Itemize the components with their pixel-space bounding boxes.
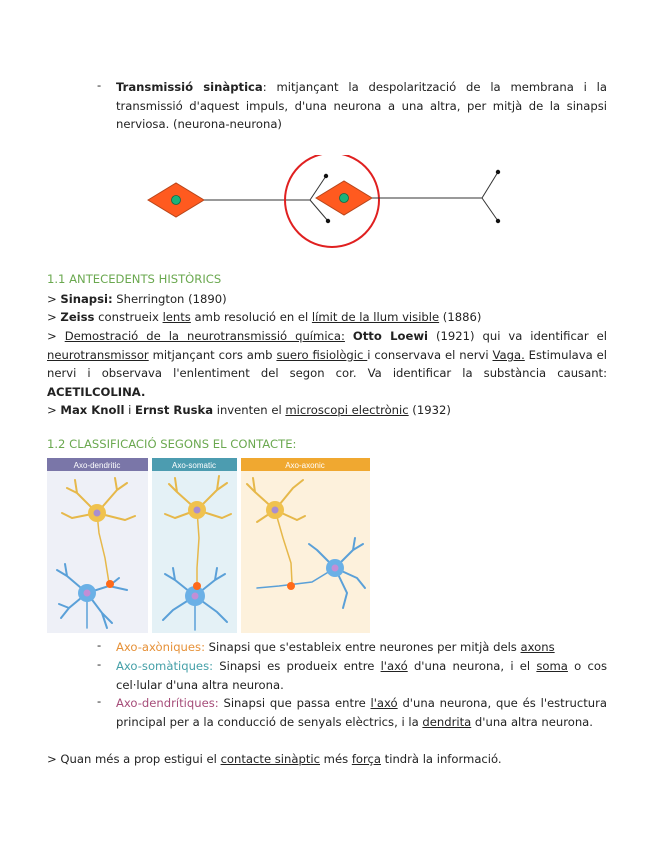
antecedent-line-3: > Demostració de la neurotransmissió química: Otto Loewi (1921) qui va identificar el neurotransmissor mitjançant cors amb suero fisiològic i conservava el nervi Vaga. Estimulava el nervi i observava l'enlentiment del segon cor. Va identificar la substància causant: ACETILCOLINA. — [47, 329, 607, 399]
label-axo-dendritic: Axo-dendritic — [73, 461, 121, 470]
panel-axo-dendritic — [47, 458, 148, 633]
antecedent-line-2: > Zeiss construeix lents amb resolució en el límit de la llum visible (1886) — [47, 310, 482, 324]
neuron-synapse-diagram — [140, 155, 520, 275]
antecedent-line-4: > Max Knoll i Ernst Ruska inventen el microscopi electrònic (1932) — [47, 403, 451, 417]
bullet-dash: - — [97, 694, 102, 708]
panel-axo-somatic — [152, 458, 237, 633]
section-heading-classificacio: 1.2 CLASSIFICACIÓ SEGONS EL CONTACTE: — [47, 437, 297, 451]
bullet-axo-dendritiques: Axo-dendrítiques: Sinapsi que passa entre l'axó d'una neurona, que és l'estructura principal per a la conducció de senyals elèctrics, i la dendrita d'una altra neurona. — [116, 696, 607, 729]
antecedent-line-1: > Sinapsi: Sherrington (1890) — [47, 292, 227, 306]
panel-axo-axonic — [241, 458, 370, 633]
closing-statement: > Quan més a prop estigui el contacte sinàptic més força tindrà la informació. — [47, 752, 502, 766]
bullet-axo-axoniques: Axo-axòniques: Sinapsi que s'estableix entre neurones per mitjà dels axons — [116, 640, 555, 654]
bullet-dash: - — [97, 638, 102, 652]
label-axo-axonic: Axo-axonic — [285, 461, 325, 470]
synapse-types-figure — [47, 458, 370, 633]
label-axo-somatic: Axo-somatic — [171, 461, 217, 470]
transmission-term: Transmissió sinàptica — [116, 80, 263, 94]
transmission-bullet — [116, 78, 607, 134]
transmission-text: : mitjançant la despolarització de la membrana i la transmissió d'aquest impuls, d'una neurona a una altra, per mitjà de la sinapsi nerviosa. (neurona-neurona) — [116, 80, 608, 132]
section-heading-antecedents: 1.1 ANTECEDENTS HISTÒRICS — [47, 272, 222, 286]
bullet-axo-somatiques: Axo-somàtiques: Sinapsi es produeix entre l'axó d'una neurona, i el soma o cos cel·lular d'una altra neurona. — [116, 659, 607, 692]
neuron-2 — [316, 170, 500, 223]
bullet-dash: - — [97, 657, 102, 671]
bullet-dash: - — [97, 78, 102, 92]
